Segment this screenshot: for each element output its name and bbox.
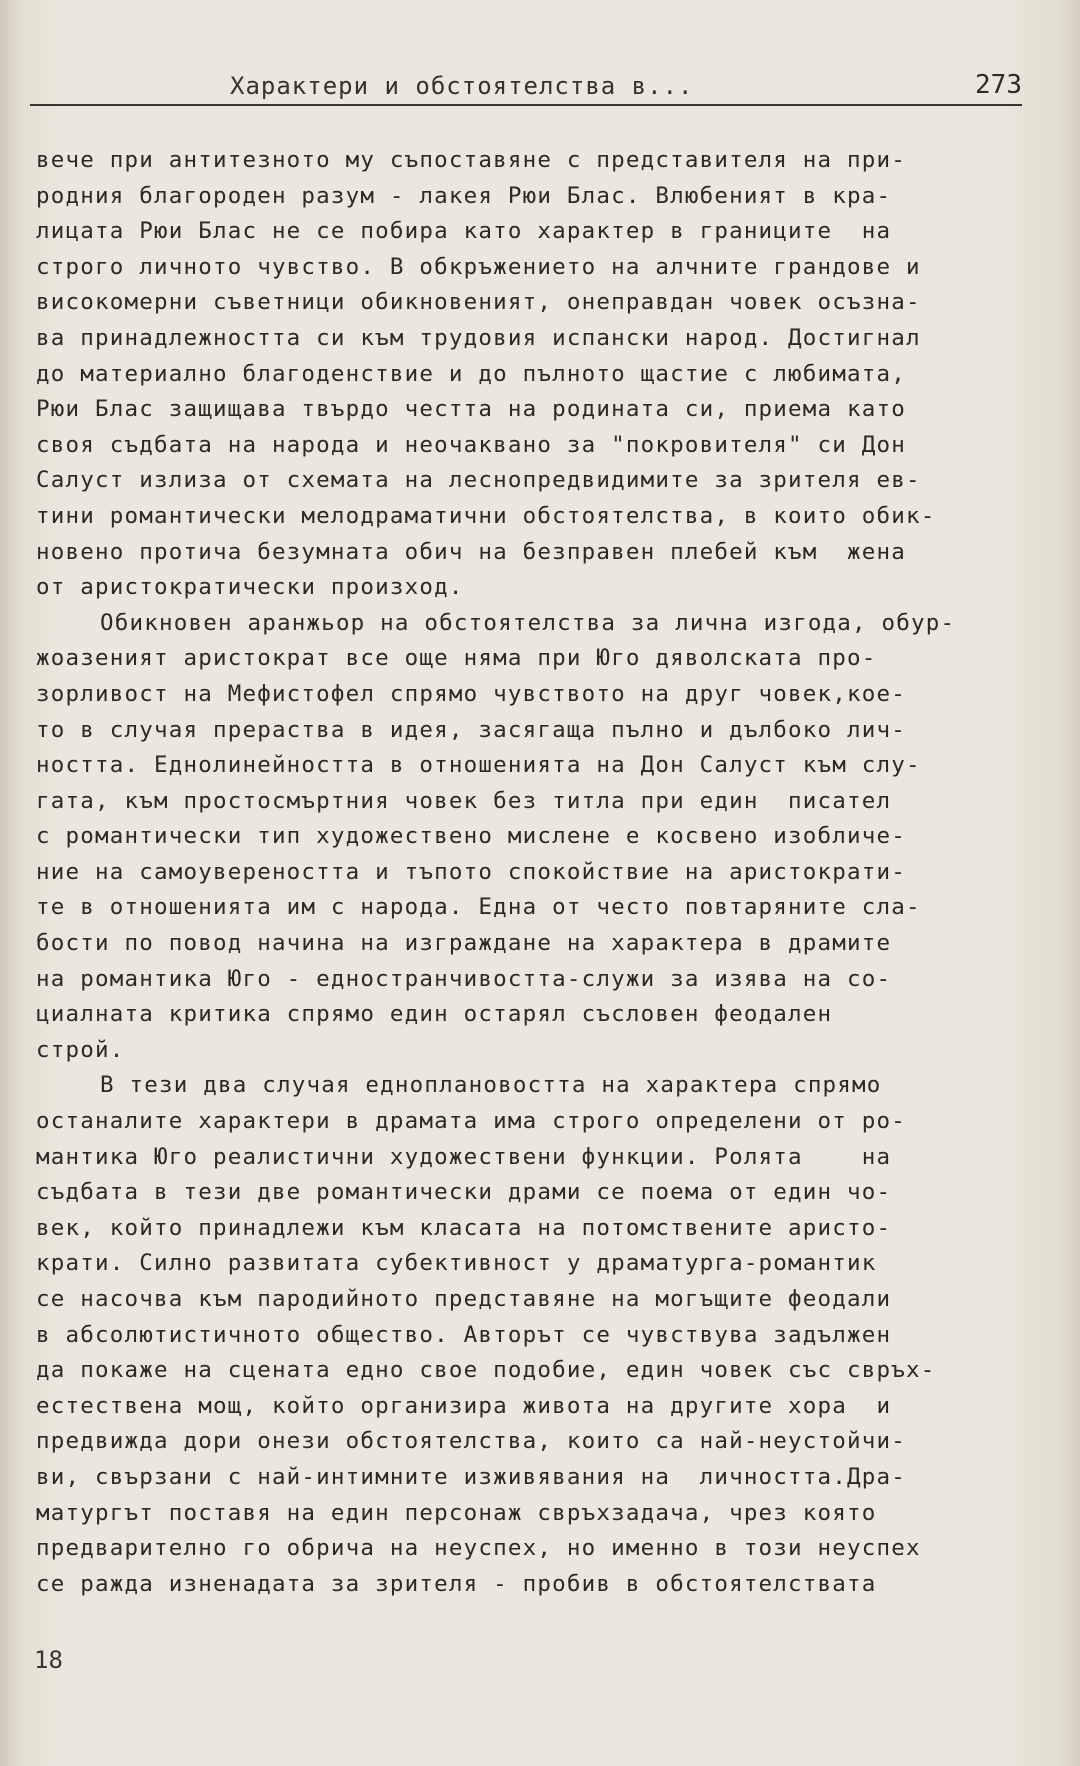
text-line: естествена мощ, който организира живота на другите хора и (36, 1392, 892, 1419)
text-line: Салуст излиза от схемата на леснопредвидимите за зрителя ев- (36, 467, 921, 494)
text-line: новено протича безумната обич на безправен плебей към жена (36, 538, 907, 565)
text-line: Рюи Блас защищава твърдо честта на родината си, приема като (36, 396, 907, 423)
running-header-title: Характери и обстоятелства в... (230, 72, 694, 100)
page-number: 273 (975, 70, 1022, 100)
text-line: ви, свързани с най-интимните изживявания на личността.Дра- (36, 1463, 907, 1490)
text-line: бости по повод начина на изграждане на характера в драмите (36, 930, 892, 957)
text-line: на романтика Юго - едностранчивостта-служи за изява на со- (36, 965, 892, 992)
text-line: вече при антитезното му съпоставяне с представителя на при- (36, 147, 907, 173)
text-line: да покаже на сцената едно свое подобие, един човек със свръх- (36, 1357, 936, 1384)
text-line: зорливост на Мефистофел спрямо чувството на друг човек,кое- (36, 680, 907, 707)
text-line: с романтически тип художествено мислене е косвено изобличе- (36, 823, 907, 850)
text-line: век, който принадлежи към класата на потомствените аристо- (36, 1214, 892, 1241)
text-line: матургът поставя на един персонаж свръхзадача, чрез която (36, 1499, 877, 1526)
text-line: останалите характери в драмата има строго определени от ро- (36, 1108, 907, 1135)
text-line: ността. Еднолинейността в отношенията на Дон Салуст към слу- (36, 752, 921, 779)
text-line: предвижда дори онези обстоятелства, които са най-неустойчи- (36, 1428, 907, 1455)
paragraph-start-line: В тези два случая едноплановостта на характера спрямо (100, 1072, 882, 1099)
text-line: мантика Юго реалистични художествени функции. Ролята на (36, 1143, 892, 1170)
running-header (30, 70, 1022, 106)
text-line: съдбата в тези две романтически драми се поема от един чо- (36, 1179, 892, 1206)
text-line: жоазеният аристократ все още няма при Юго дяволската про- (36, 645, 877, 672)
text-line: гата, към простосмъртния човек без титла при един писател (36, 787, 892, 814)
text-line: ние на самоувереността и тъпото спокойствие на аристократи- (36, 858, 907, 885)
text-line: от аристократически произход. (36, 574, 464, 601)
text-line: лицата Рюи Блас не се побира като характер в границите на (36, 218, 892, 245)
text-line: се насочва към пародийното представяне на могъщите феодали (36, 1286, 892, 1312)
text-line: се ражда изненадата за зрителя - пробив в обстоятелствата (36, 1570, 877, 1597)
text-line: тини романтически мелодраматични обстоятелства, в които обик- (36, 502, 936, 529)
text-line: то в случая прераства в идея, засягаща пълно и дълбоко лич- (36, 716, 907, 743)
text-line: циалната критика спрямо един остарял съсловен феодален (36, 1001, 833, 1028)
text-line: родния благороден разум - лакея Рюи Блас. Влюбеният в кра- (36, 182, 892, 209)
text-line: ва принадлежността си към трудовия испански народ. Достигнал (36, 324, 921, 351)
text-line: строго личното чувство. В обкръжението на алчните грандове и (36, 253, 921, 280)
footer-number: 18 (34, 1646, 63, 1674)
text-line: предварително го обрича на неуспех, но именно в този неуспех (36, 1535, 921, 1562)
body-text (36, 143, 1036, 1602)
text-line: те в отношенията им с народа. Една от често повтаряните сла- (36, 894, 921, 921)
paragraph-start-line: Обикновен аранжьор на обстоятелства за лична изгода, обур- (100, 609, 956, 636)
text-line: до материално благоденствие и до пълното щастие с любимата, (36, 360, 907, 387)
text-line: своя съдбата на народа и неочаквано за "покровителя" си Дон (36, 431, 907, 458)
text-line: крати. Силно развитата субективност у драматурга-романтик (36, 1250, 877, 1277)
text-line: строй. (36, 1036, 125, 1063)
text-line: в абсолютистичното общество. Авторът се чувствува задължен (36, 1321, 892, 1348)
text-line: високомерни съветници обикновеният, онеправдан човек осъзна- (36, 289, 921, 316)
